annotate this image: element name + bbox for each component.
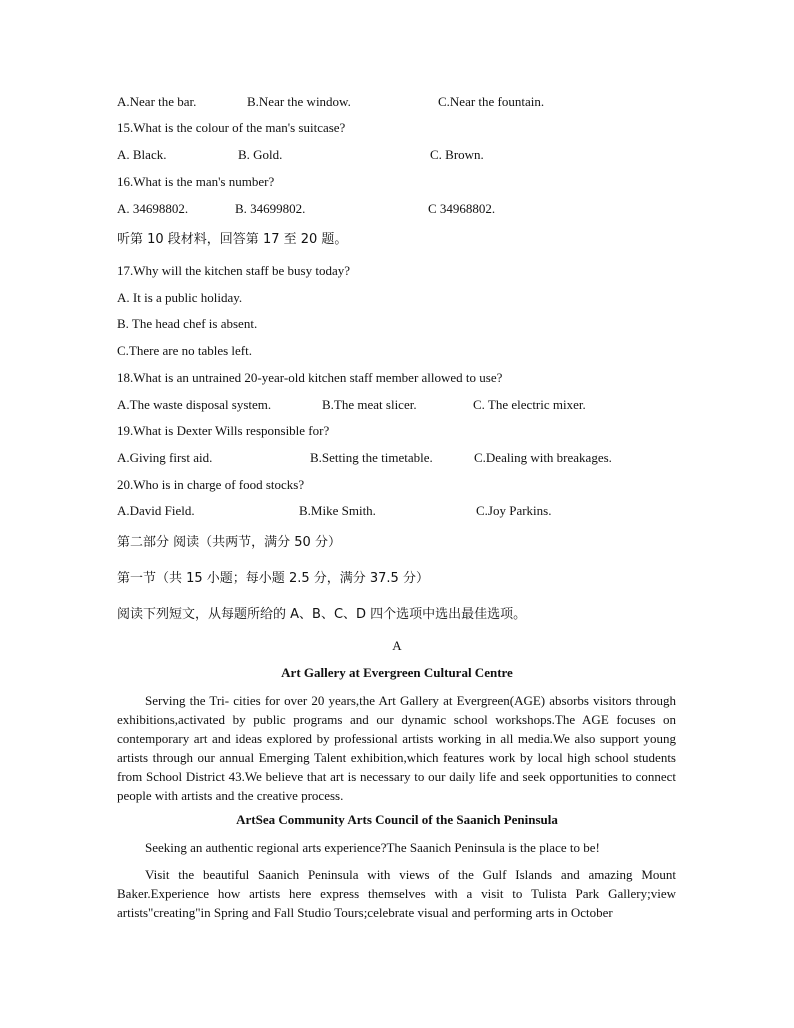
q16-option-c: C 34968802. [428,201,496,216]
passage-paragraph-2: Seeking an authentic regional arts experience?The Saanich Peninsula is the place to be! [145,840,600,855]
q19-question: 19.What is Dexter Wills responsible for? [117,423,330,438]
q18-option-b: B.The meat slicer. [322,397,417,412]
q20-option-b: B.Mike Smith. [299,503,376,518]
q16-option-a: A. 34698802. [117,201,189,216]
q20-question: 20.Who is in charge of food stocks? [117,477,305,492]
q15-question: 15.What is the colour of the man's suitcase? [117,120,346,135]
part2-heading: 第二部分 阅读（共两节，满分 50 分） [117,535,341,550]
section10-heading: 听第 10 段材料，回答第 17 至 20 题。 [117,232,348,247]
q19-option-b: B.Setting the timetable. [310,450,433,465]
q15-option-a: A. Black. [117,147,167,162]
q14-option-b: B.Near the window. [247,94,351,109]
passage-title-1: Art Gallery at Evergreen Cultural Centre [281,665,513,680]
q19-option-a: A.Giving first aid. [117,450,213,465]
q14-option-c: C.Near the fountain. [438,94,545,109]
q18-question: 18.What is an untrained 20-year-old kitchen staff member allowed to use? [117,370,503,385]
section1-heading: 第一节（共 15 小题；每小题 2.5 分，满分 37.5 分） [117,571,429,586]
q20-option-c: C.Joy Parkins. [476,503,552,518]
q18-option-a: A.The waste disposal system. [117,397,272,412]
q17-option-a: A. It is a public holiday. [117,290,243,305]
q17-option-c: C.There are no tables left. [117,343,252,358]
passage-paragraph-3: Visit the beautiful Saanich Peninsula with views of the Gulf Islands and amazing Mount Baker.Experience how artists here express themselves with a visit to Tulista Park Gallery;view artists"creating"in Spring and Fall Studio Tours;celebrate visual and performing arts in October [117,867,676,920]
q16-question: 16.What is the man's number? [117,174,275,189]
reading-instruction: 阅读下列短文，从每题所给的 A、B、C、D 四个选项中选出最佳选项。 [117,607,527,622]
q15-option-b: B. Gold. [238,147,283,162]
q16-option-b: B. 34699802. [235,201,306,216]
q15-option-c: C. Brown. [430,147,484,162]
passage-letter: A [392,638,402,653]
q14-option-a: A.Near the bar. [117,94,197,109]
q20-option-a: A.David Field. [117,503,195,518]
q18-option-c: C. The electric mixer. [473,397,586,412]
passage-title-2: ArtSea Community Arts Council of the Saanich Peninsula [236,812,558,827]
q17-option-b: B. The head chef is absent. [117,316,258,331]
passage-paragraph-1: Serving the Tri- cities for over 20 years,the Art Gallery at Evergreen(AGE) absorbs visitors through exhibitions,activated by public programs and our dynamic school workshops.The AGE focuses on contemporary art and ideas explored by professional artists working in all media.We also support young artists through our annual Emerging Talent exhibition,which features work by local high school students from School District 43.We believe that art is necessary to our daily life and seek opportunities to connect people with artists and the creative process. [117,693,676,803]
q19-option-c: C.Dealing with breakages. [474,450,612,465]
q17-question: 17.Why will the kitchen staff be busy today? [117,263,350,278]
